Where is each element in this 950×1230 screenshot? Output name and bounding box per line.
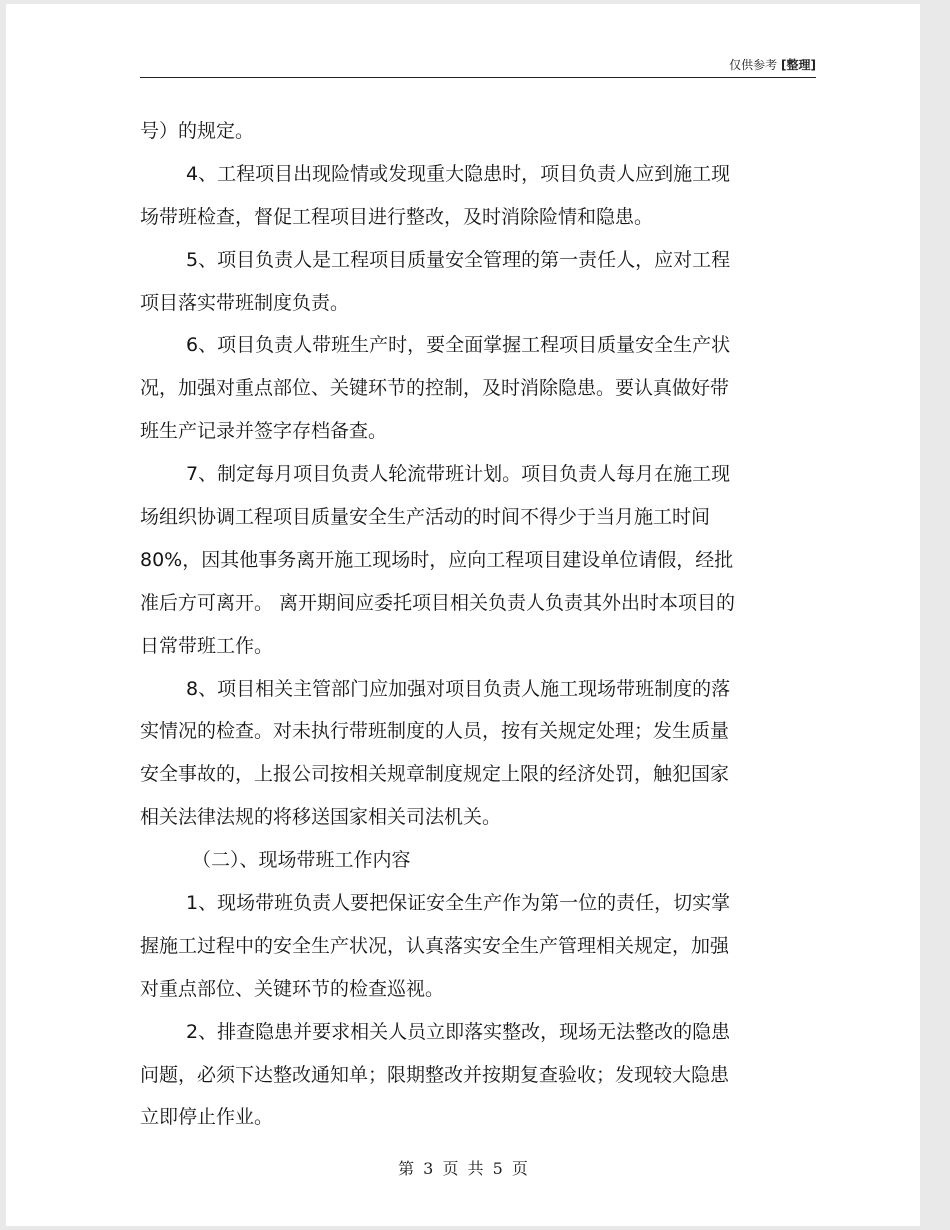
text-line: 立即停止作业。 — [140, 1106, 274, 1129]
text-line: 2、排查隐患并要求相关人员立即落实整改，现场无法整改的隐患 — [186, 1020, 731, 1043]
header-bracket-note: [整理] — [781, 58, 816, 72]
text-line: 准后方可离开。 离开期间应委托项目相关负责人负责其外出时本项目的 — [140, 591, 736, 614]
text-line: 日常带班工作。 — [140, 634, 274, 657]
text-line: 实情况的检查。对未执行带班制度的人员，按有关规定处理；发生质量 — [140, 720, 730, 743]
text-line: 8、项目相关主管部门应加强对项目负责人施工现场带班制度的落 — [186, 677, 731, 700]
text-line: 5、项目负责人是工程项目质量安全管理的第一责任人，应对工程 — [186, 248, 731, 271]
header-note: 仅供参考 — [729, 58, 778, 72]
document-page — [6, 4, 920, 1226]
text-line: 握施工过程中的安全生产状况，认真落实安全生产管理相关规定，加强 — [140, 934, 730, 957]
text-line: 4、工程项目出现险情或发现重大隐患时，项目负责人应到施工现 — [186, 162, 731, 185]
text-line: 1、现场带班负责人要把保证安全生产作为第一位的责任，切实掌 — [186, 892, 731, 915]
text-line: 对重点部位、关键环节的检查巡视。 — [140, 977, 445, 1000]
text-line: 6、项目负责人带班生产时，要全面掌握工程项目质量安全生产状 — [186, 334, 731, 357]
text-line: 80%，因其他事务离开施工现场时，应向工程项目建设单位请假，经批 — [140, 548, 734, 571]
body-text — [140, 110, 788, 1139]
text-line: 相关法律法规的将移送国家相关司法机关。 — [140, 806, 502, 829]
text-line: 班生产记录并签字存档备查。 — [140, 420, 388, 443]
text-line: 场带班检查，督促工程项目进行整改，及时消除险情和隐患。 — [140, 205, 654, 228]
text-line: 况，加强对重点部位、关键环节的控制，及时消除隐患。要认真做好带 — [140, 377, 730, 400]
text-line: 问题，必须下达整改通知单；限期整改并按期复查验收；发现较大隐患 — [140, 1063, 730, 1086]
header-rule — [140, 77, 816, 78]
text-line: 号）的规定。 — [140, 120, 255, 142]
page-footer: 第 3 页 共 5 页 — [398, 1159, 528, 1178]
page-header — [140, 56, 816, 76]
text-line: （二）、现场带班工作内容 — [192, 849, 411, 872]
text-line: 7、制定每月项目负责人轮流带班计划。项目负责人每月在施工现 — [186, 463, 731, 486]
text-line: 安全事故的，上报公司按相关规章制度规定上限的经济处罚，触犯国家 — [140, 763, 730, 786]
text-line: 项目落实带班制度负责。 — [140, 291, 350, 314]
text-line: 场组织协调工程项目质量安全生产活动的时间不得少于当月施工时间 — [140, 506, 711, 529]
